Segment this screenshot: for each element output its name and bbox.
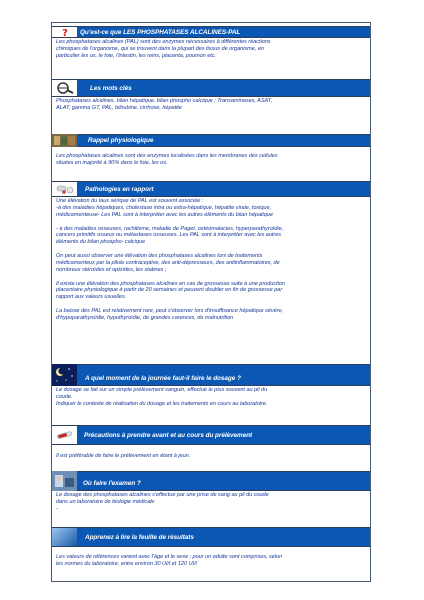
text-line: placentaire physiologique à partir de 20 semaines et peuvent doubler en fin de grossesse par	[56, 287, 283, 294]
text-line: Le dosage des phosphatases alcalines s'effectue par une prise de sang au pli du coude	[56, 492, 269, 498]
text-line: La baisse des PAL est relativement rare, peut s'observer lors d'insuffisance hépatique sévère,	[56, 308, 284, 315]
section-header-timing	[52, 364, 370, 386]
text-line: les normes du laboratoire, entre environ 30 UI/l et 120 UI/l	[56, 560, 197, 567]
physiology-image-icon	[52, 135, 77, 146]
text-line: Indiquer le contexte de réalisation du dosage et les traitements en cours au laboratoire.	[56, 400, 268, 407]
text-line: Phosphatases alcalines, bilan hépatique, bilan phospho calcique ; Transaminases, ASAT,	[56, 98, 273, 104]
text-line: -	[56, 505, 58, 512]
section-body	[52, 445, 370, 460]
text-line: Le dosage se fait sur un simple prélèvement sanguin, effectué le plus souvent au pli du	[56, 387, 268, 393]
section-title: Les mots clés	[90, 84, 132, 92]
svg-text:?: ?	[61, 27, 68, 38]
text-line: médicamenteuse- Les PAL sont à interpréter avec les autres éléments du bilan hépatique	[56, 211, 273, 218]
section-body	[52, 491, 370, 513]
section-header-pathologies	[52, 181, 370, 197]
blood-tube-icon	[52, 426, 77, 444]
night-sky-icon	[52, 365, 77, 385]
section-precautions	[52, 425, 370, 460]
text-line: Les valeurs de références varient avec l'âge et le sexe ; pour un adulte sont comprises, selon	[56, 554, 283, 560]
section-where	[52, 471, 370, 513]
section-header-precautions	[52, 425, 370, 445]
text-line: rapport aux valeurs usuelles.	[56, 294, 127, 301]
text-line: nombreux stéroïdes et opioïdes, les statines ;	[56, 266, 167, 273]
magnifier-icon	[52, 80, 77, 96]
section-body	[52, 97, 370, 112]
text-line: - à des maladies osseuses, rachitisme, maladie de Paget, ostéomalacies, hyperparathyroïdie,	[56, 225, 284, 232]
section-title: Apprenez à lire la feuille de résultats	[85, 533, 194, 541]
section-title: A quel moment de la journée faut-il faire le dosage ?	[85, 375, 241, 382]
text-line: coude.	[56, 393, 73, 400]
text-line: -à des maladies hépatiques, cholestase intra ou extra-hépatique, hépatite virale, toxique,	[56, 204, 272, 211]
text-line: Il existe une élévation des phosphatases alcalines en cas de grossesse suite à une production	[56, 280, 285, 287]
section-header-results	[52, 527, 370, 547]
section-title: Qu'est-ce que LES PHOSPHATASES ALCALINES-PAL	[80, 28, 241, 36]
section-title: Rappel physiologique	[88, 137, 154, 144]
section-body	[52, 147, 370, 167]
text-line: situées en majorité à 90% dans le foie, les os.	[56, 159, 168, 166]
section-timing	[52, 364, 370, 408]
section-header-physiology	[52, 134, 370, 147]
section-title: Précautions à prendre avant et au cours du prélèvement	[84, 431, 253, 439]
blue-gradient-icon	[52, 528, 77, 546]
text-line: cancers primitifs osseux ou métastases osseuses. Les PAL sont à interpréter avec les autres	[56, 232, 282, 239]
section-results	[52, 527, 370, 568]
section-definition	[52, 26, 370, 60]
text-line: dans un laboratoire de biologie médicale	[56, 498, 155, 505]
section-body	[52, 547, 370, 568]
text-line: chimiques de l'organisme, qui se trouvent dans la plupart des tissus de organisme, en	[56, 45, 264, 52]
section-body	[52, 38, 370, 60]
text-line: Il est préférable de faire le prélèvement en étant à jeun.	[56, 453, 191, 459]
text-line: ALAT, gamma GT, PAL, bilirubine, cirrhose, hépatite	[56, 104, 182, 111]
text-line: Les phosphatases alcalines (PAL) sont des enzymes nécessaires à différentes réactions	[56, 39, 271, 45]
section-title: Où faire l'examen ?	[83, 480, 141, 487]
section-physiology	[52, 134, 370, 167]
document-page	[51, 22, 371, 582]
question-mark-icon	[52, 27, 77, 37]
section-keywords	[52, 79, 370, 112]
pills-icon	[52, 182, 77, 196]
text-line: éléments du bilan phospho- calcique	[56, 239, 146, 246]
section-pathologies	[52, 181, 370, 322]
text-line: particulier les os, le foie, l'intestin, les reins, placenta, poumon etc.	[56, 52, 217, 59]
section-body	[52, 197, 370, 322]
laboratory-icon	[52, 472, 77, 490]
text-line: d'hypoparathyroïdie, hypothyroïdie, de grandes carences, de malnutrition	[56, 314, 234, 321]
text-line: médicamenteux par la pilule contraceptive, des anti-dépresseurs, des antiinflammatoires, de	[56, 259, 280, 266]
text-line: Les phosphatases alcalines sont des enzymes localisées dans les membranes des cellules	[56, 153, 278, 159]
section-title: Pathologies en rapport	[85, 185, 154, 193]
section-body	[52, 386, 370, 408]
section-header-keywords	[52, 79, 370, 97]
section-header-where	[52, 471, 370, 491]
text-line: On peut aussi observer une élévation des phosphatases alcalines lors de traitements	[56, 253, 263, 260]
text-line: Une élévation du taux sérique de PAL est souvent associée :	[56, 198, 204, 204]
section-header-definition	[52, 26, 370, 38]
